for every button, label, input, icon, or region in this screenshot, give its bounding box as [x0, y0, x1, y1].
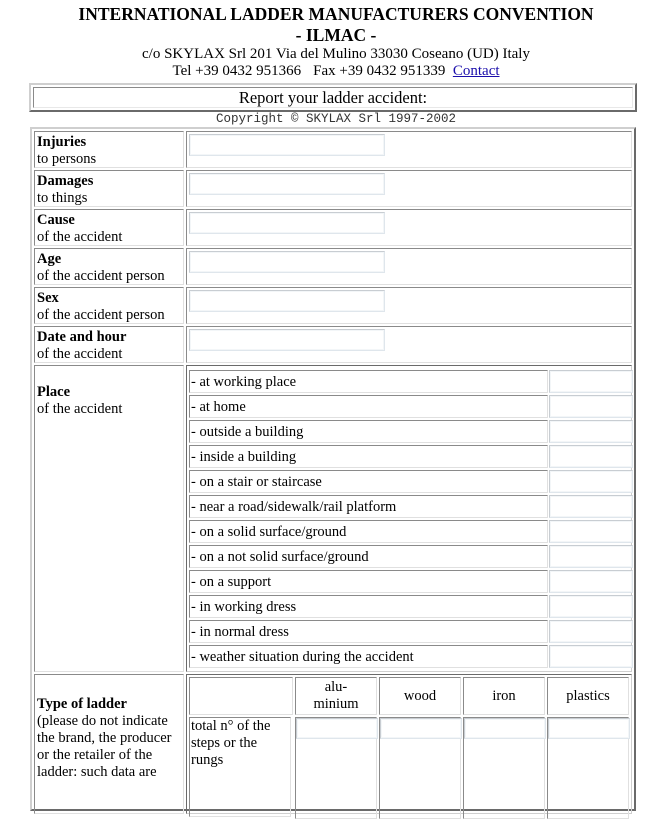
- field-sublabel: of the accident person: [37, 307, 165, 323]
- place-option-row: [189, 420, 629, 443]
- column-header-aluminium: [295, 677, 377, 715]
- field-row-injuries: [34, 131, 632, 168]
- field-sublabel: to things: [37, 190, 88, 206]
- field-label: Sex: [37, 290, 59, 306]
- field-label-cell: [34, 131, 184, 168]
- place-option-label: - on a not solid surface/ground: [189, 545, 548, 568]
- field-label: Damages: [37, 173, 94, 189]
- ladder-material-cell: [186, 674, 632, 814]
- field-input-cell: [186, 326, 632, 363]
- field-label-cell: [34, 170, 184, 207]
- column-header-label: iron: [492, 687, 516, 704]
- place-options-table: [189, 368, 629, 669]
- place-options-cell: [186, 365, 632, 672]
- place-option-row: [189, 620, 629, 643]
- place-option-label: - in working dress: [189, 595, 548, 618]
- column-header-plastics: [547, 677, 629, 715]
- age-input[interactable]: [189, 251, 385, 273]
- tel-number: Tel +39 0432 951366: [172, 63, 302, 79]
- field-input-cell: [186, 131, 632, 168]
- field-input-cell: [186, 287, 632, 324]
- place-option-row: [189, 395, 629, 418]
- column-header-line: minium: [313, 696, 359, 712]
- place-option-label: - at home: [189, 395, 548, 418]
- injuries-input[interactable]: [189, 134, 385, 156]
- field-row-cause: [34, 209, 632, 246]
- ladder-header-blank: [189, 677, 293, 715]
- place-option-input[interactable]: [549, 520, 633, 543]
- field-row-sex: [34, 287, 632, 324]
- place-option-input[interactable]: [549, 595, 633, 618]
- field-label: Cause: [37, 212, 75, 228]
- field-sublabel: of the accident: [37, 229, 123, 245]
- place-option-label: - in normal dress: [189, 620, 548, 643]
- place-option-row: [189, 595, 629, 618]
- field-label: Injuries: [37, 134, 87, 150]
- field-row-date-hour: [34, 326, 632, 363]
- field-label-cell: [34, 248, 184, 285]
- steps-cell-aluminium: [295, 717, 377, 819]
- column-header-line: alu-: [324, 679, 348, 695]
- place-option-input[interactable]: [549, 645, 633, 668]
- steps-cell-iron: [463, 717, 545, 819]
- sex-input[interactable]: [189, 290, 385, 312]
- field-sublabel: of the accident: [37, 401, 123, 417]
- fax-number: Fax +39 0432 951339: [313, 63, 446, 79]
- contact-link[interactable]: Contact: [452, 63, 500, 79]
- field-input-cell: [186, 209, 632, 246]
- place-option-row: [189, 495, 629, 518]
- place-option-input[interactable]: [549, 620, 633, 643]
- field-label-cell: [34, 326, 184, 363]
- field-row-ladder-type: [34, 674, 632, 814]
- cause-input[interactable]: [189, 212, 385, 234]
- steps-label-line: rungs: [191, 752, 224, 768]
- place-option-row: [189, 570, 629, 593]
- place-option-row: [189, 470, 629, 493]
- place-option-row: [189, 370, 629, 393]
- contact-line: [0, 62, 672, 80]
- steps-plastics-input[interactable]: [548, 718, 630, 739]
- place-option-input[interactable]: [549, 395, 633, 418]
- place-option-row: [189, 645, 629, 668]
- place-option-label: - on a support: [189, 570, 548, 593]
- field-row-age: [34, 248, 632, 285]
- place-option-input[interactable]: [549, 445, 633, 468]
- place-option-input[interactable]: [549, 470, 633, 493]
- steps-row-label: [189, 717, 291, 817]
- place-option-input[interactable]: [549, 370, 633, 393]
- field-label: Type of ladder: [37, 696, 127, 712]
- steps-iron-input[interactable]: [464, 718, 546, 739]
- place-option-label: - outside a building: [189, 420, 548, 443]
- place-option-label: - on a stair or staircase: [189, 470, 548, 493]
- steps-label-line: steps or the: [191, 735, 258, 751]
- field-label: Place: [37, 384, 71, 400]
- column-header-iron: [463, 677, 545, 715]
- field-row-damages: [34, 170, 632, 207]
- ladder-note-line: or the retailer of the: [37, 747, 153, 763]
- ladder-note-line: (please do not indicate: [37, 713, 168, 729]
- steps-aluminium-input[interactable]: [296, 718, 378, 739]
- column-header-wood: [379, 677, 461, 715]
- field-label: Age: [37, 251, 62, 267]
- copyright-notice: Copyright © SKYLAX Srl 1997-2002: [215, 112, 457, 126]
- column-header-label: wood: [403, 687, 437, 704]
- accident-form-table: [30, 127, 636, 811]
- field-sublabel: to persons: [37, 151, 97, 167]
- place-option-input[interactable]: [549, 570, 633, 593]
- column-header-label: plastics: [566, 687, 610, 704]
- field-label-cell: [34, 287, 184, 324]
- org-address: c/o SKYLAX Srl 201 Via del Mulino 33030 Coseano (UD) Italy: [142, 46, 530, 62]
- damages-input[interactable]: [189, 173, 385, 195]
- place-option-label: - near a road/sidewalk/rail platform: [189, 495, 548, 518]
- place-option-label: - on a solid surface/ground: [189, 520, 548, 543]
- form-title-box: [29, 83, 637, 112]
- place-option-label: - at working place: [189, 370, 548, 393]
- place-option-input[interactable]: [549, 495, 633, 518]
- place-option-label: - inside a building: [189, 445, 548, 468]
- place-option-input[interactable]: [549, 545, 633, 568]
- field-label-cell: [34, 674, 184, 814]
- field-input-cell: [186, 248, 632, 285]
- field-label-cell: [34, 365, 184, 672]
- field-row-place: [34, 365, 632, 672]
- place-option-label: - weather situation during the accident: [189, 645, 548, 668]
- field-input-cell: [186, 170, 632, 207]
- field-sublabel: of the accident: [37, 346, 123, 362]
- steps-cell-plastics: [547, 717, 629, 819]
- field-sublabel: of the accident person: [37, 268, 165, 284]
- field-label: Date and hour: [37, 329, 127, 345]
- org-title: INTERNATIONAL LADDER MANUFACTURERS CONVENTION: [78, 4, 594, 24]
- steps-wood-input[interactable]: [380, 718, 462, 739]
- place-option-row: [189, 520, 629, 543]
- steps-label-line: total n° of the: [191, 718, 271, 734]
- ladder-note-line: the brand, the producer: [37, 730, 172, 746]
- ladder-note-line: ladder: such data are: [37, 764, 157, 780]
- date-hour-input[interactable]: [189, 329, 385, 351]
- org-acronym: - ILMAC -: [295, 25, 377, 45]
- form-title: Report your ladder accident:: [33, 87, 633, 108]
- steps-cell-wood: [379, 717, 461, 819]
- field-label-cell: [34, 209, 184, 246]
- place-option-input[interactable]: [549, 420, 633, 443]
- place-option-row: [189, 545, 629, 568]
- place-option-row: [189, 445, 629, 468]
